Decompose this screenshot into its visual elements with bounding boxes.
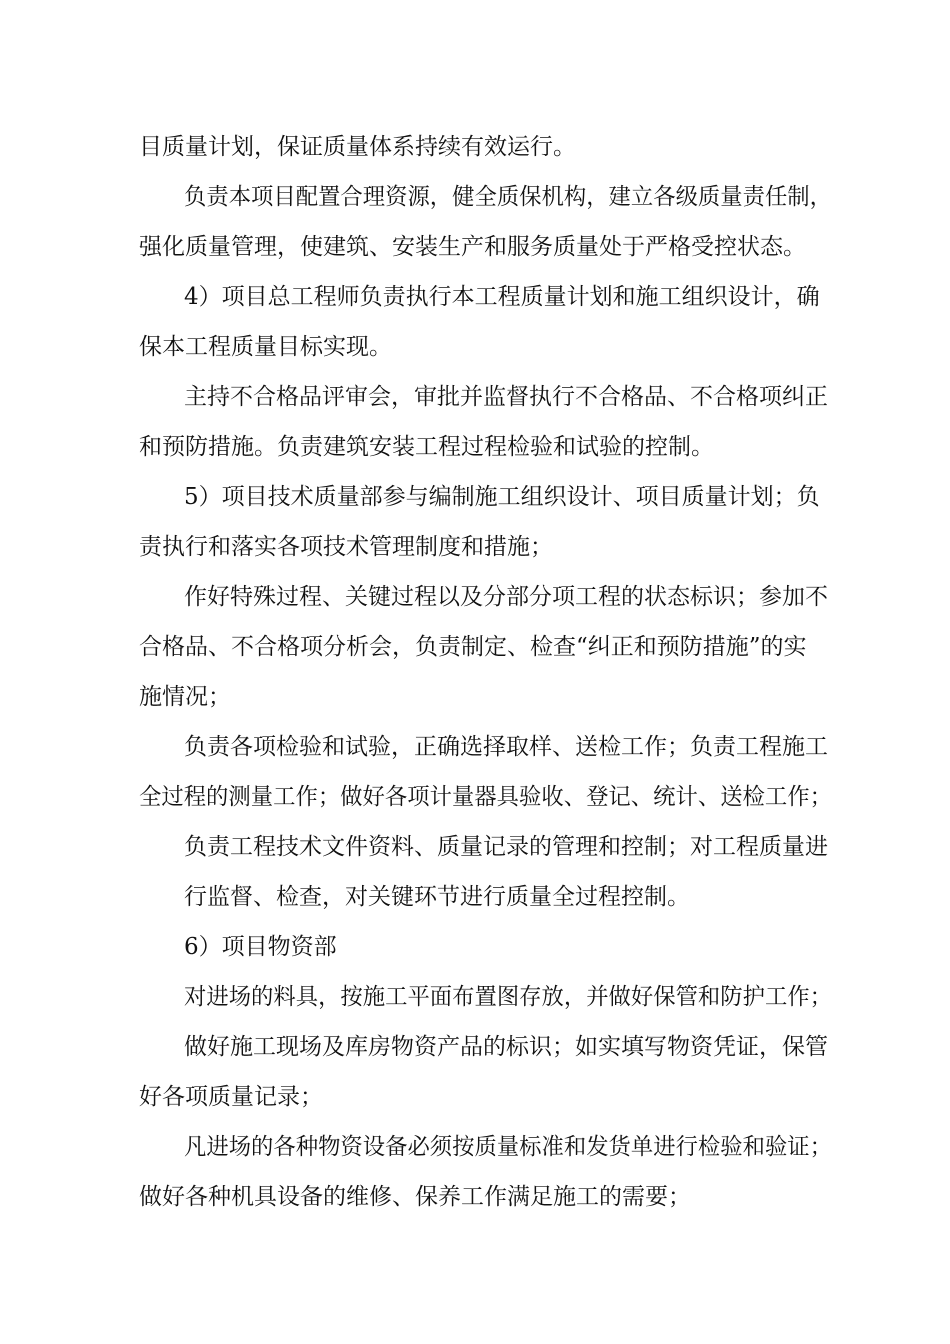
text-line: 保本工程质量目标实现。	[139, 334, 392, 360]
text-line: 6）项目物资部	[184, 934, 337, 960]
text-line: 行监督、检查，对关键环节进行质量全过程控制。	[184, 884, 690, 910]
text-line: 全过程的测量工作；做好各项计量器具验收、登记、统计、送检工作；	[139, 784, 832, 810]
text-line: 施情况；	[139, 684, 231, 710]
text-line: 合格品、不合格项分析会，负责制定、检查“纠正和预防措施”的实	[139, 634, 807, 660]
text-line: 好各项质量记录；	[139, 1084, 323, 1110]
text-line: 负责工程技术文件资料、质量记录的管理和控制；对工程质量进	[184, 834, 828, 860]
text-line: 对进场的料具，按施工平面布置图存放，并做好保管和防护工作；	[184, 984, 832, 1010]
text-line: 4）项目总工程师负责执行本工程质量计划和施工组织设计，确	[184, 284, 820, 310]
text-line: 凡进场的各种物资设备必须按质量标准和发货单进行检验和验证；	[184, 1134, 832, 1160]
text-line: 强化质量管理，使建筑、安装生产和服务质量处于严格受控状态。	[139, 234, 806, 260]
text-line: 责执行和落实各项技术管理制度和措施；	[139, 534, 553, 560]
text-line: 做好各种机具设备的维修、保养工作满足施工的需要；	[139, 1184, 691, 1210]
text-line: 作好特殊过程、关键过程以及分部分项工程的状态标识；参加不	[184, 584, 828, 610]
text-line: 负责各项检验和试验，正确选择取样、送检工作；负责工程施工	[184, 734, 828, 760]
text-line: 和预防措施。负责建筑安装工程过程检验和试验的控制。	[139, 434, 714, 460]
text-line: 目质量计划，保证质量体系持续有效运行。	[139, 134, 576, 160]
text-line: 负责本项目配置合理资源，健全质保机构，建立各级质量责任制，	[184, 184, 832, 210]
text-line: 做好施工现场及库房物资产品的标识；如实填写物资凭证，保管	[184, 1034, 828, 1060]
text-line: 主持不合格品评审会，审批并监督执行不合格品、不合格项纠正	[184, 384, 828, 410]
text-line: 5）项目技术质量部参与编制施工组织设计、项目质量计划；负	[184, 484, 820, 510]
